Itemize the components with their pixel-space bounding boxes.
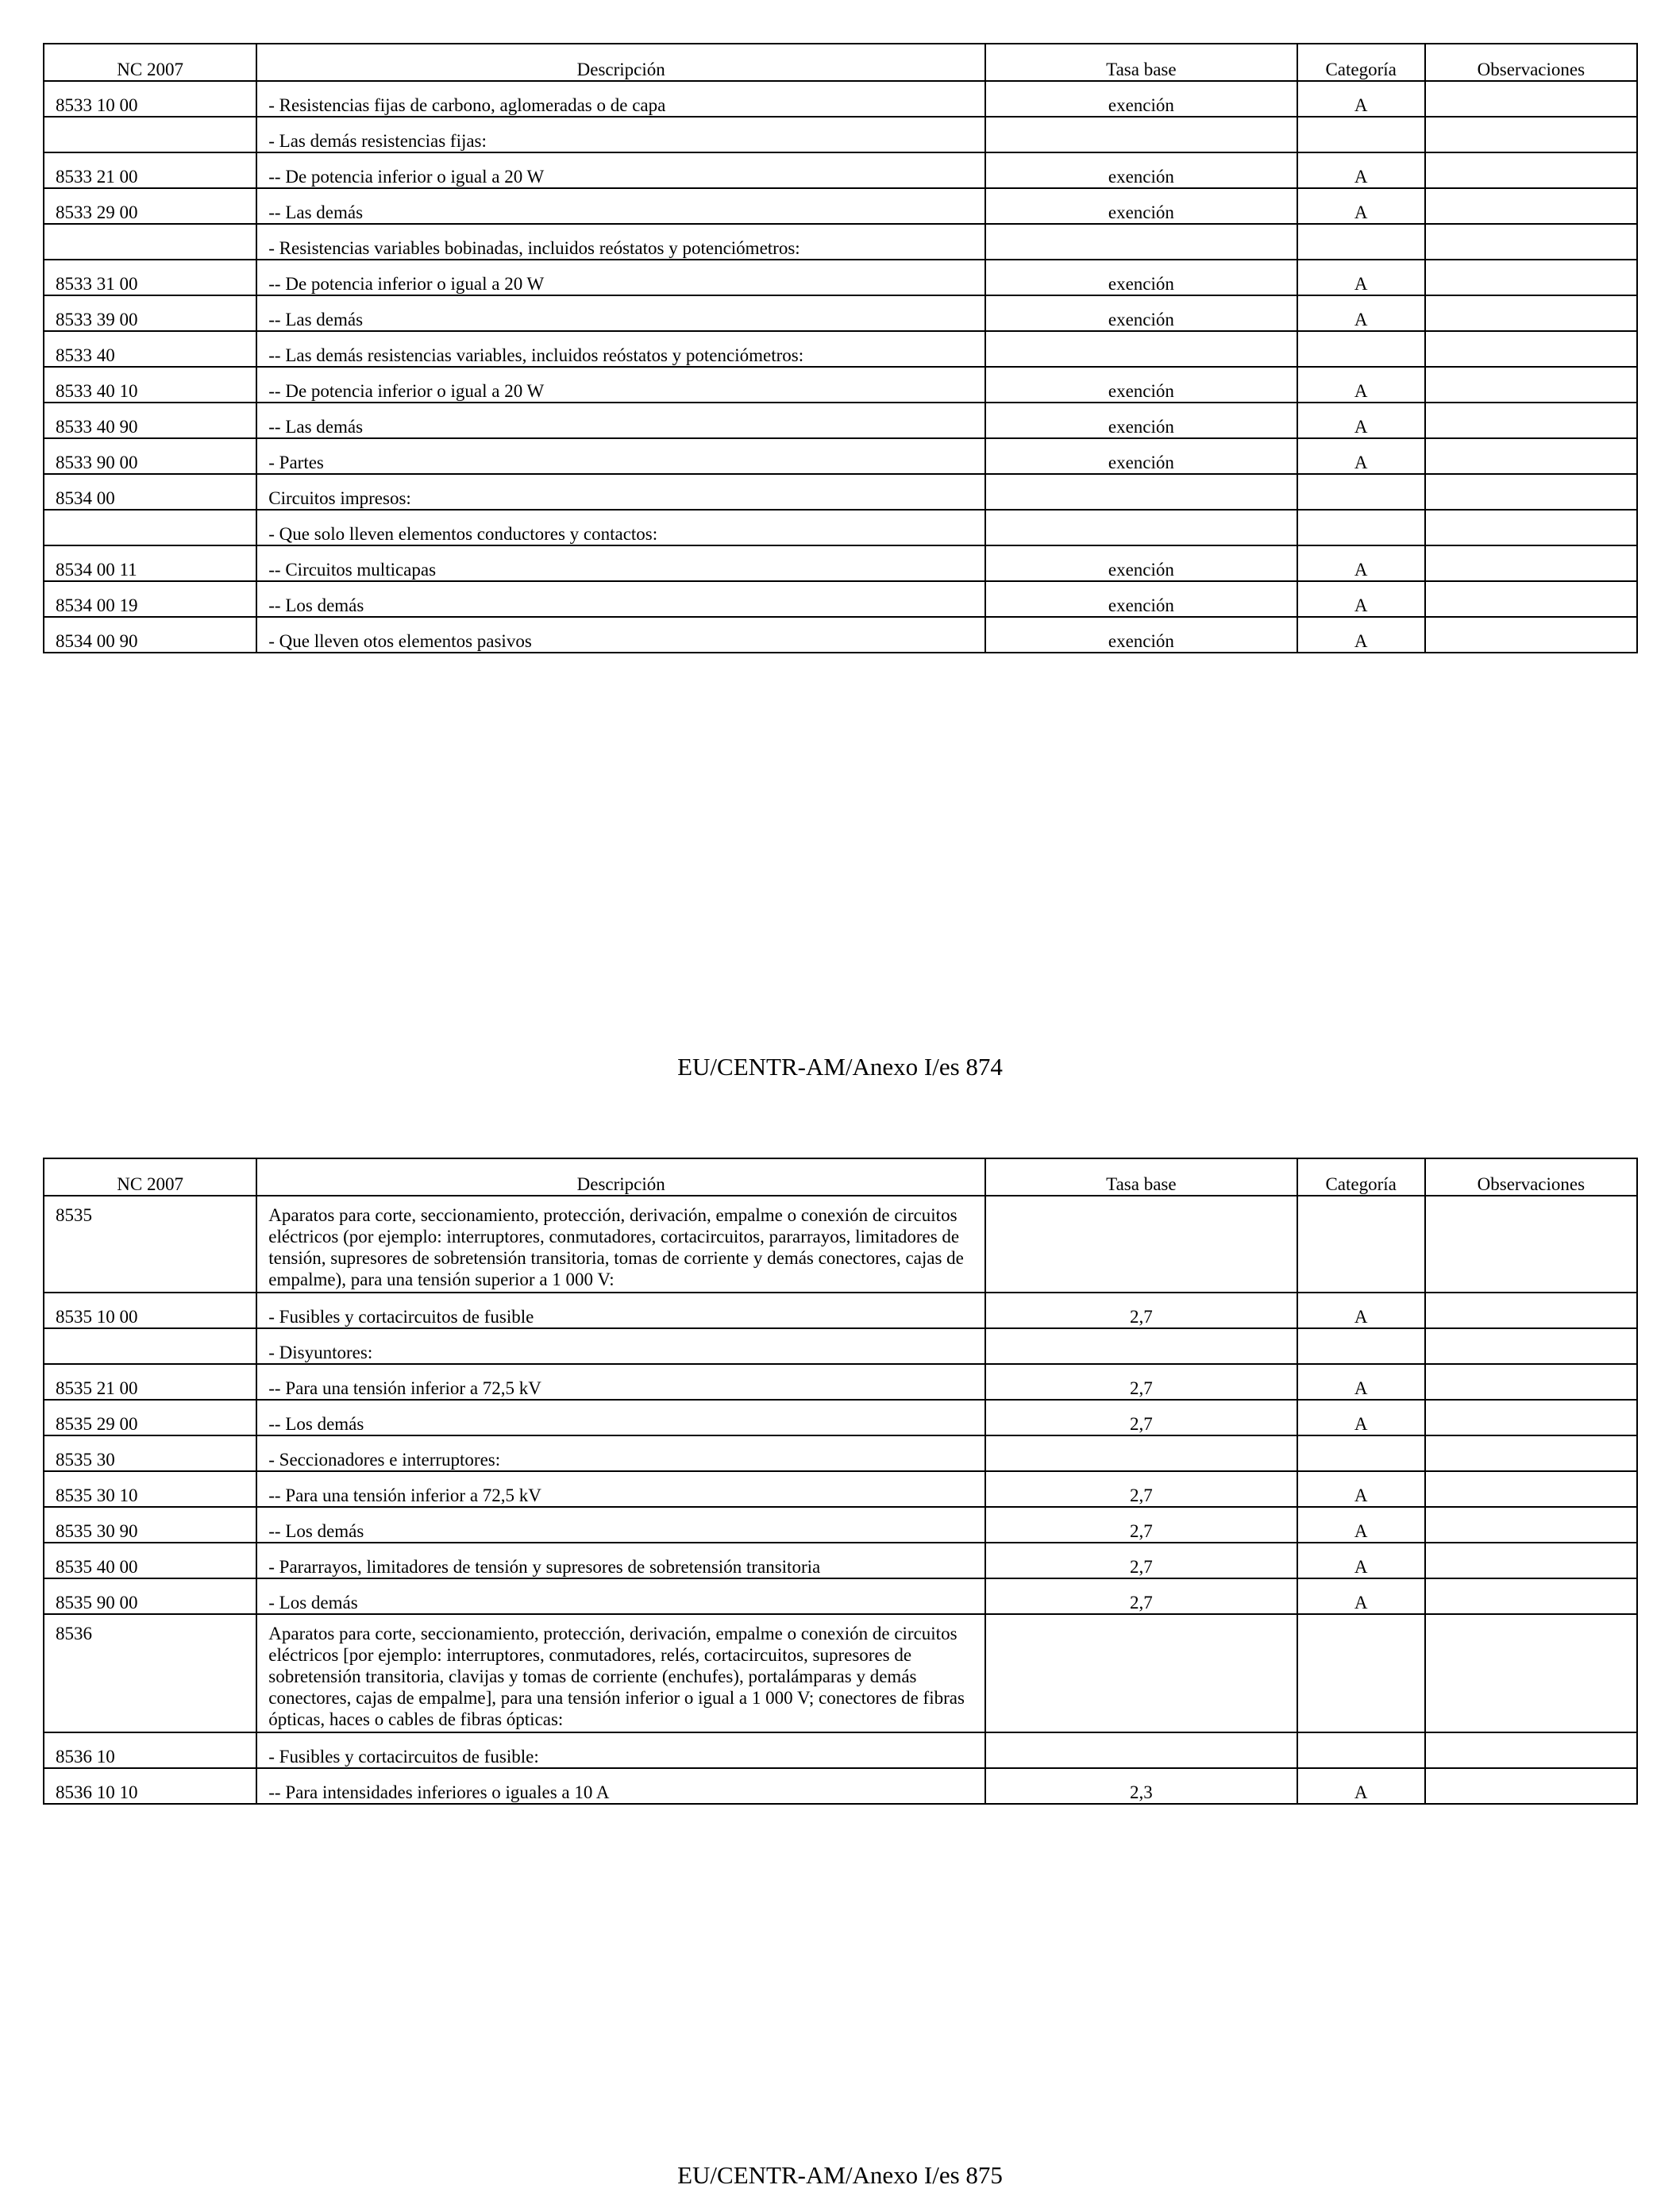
table-row bbox=[44, 117, 1637, 152]
table-row bbox=[44, 260, 1637, 295]
cell-description: -- De potencia inferior o igual a 20 W bbox=[256, 152, 985, 188]
cell-base-rate bbox=[985, 1196, 1297, 1293]
table-row bbox=[44, 510, 1637, 545]
cell-nc-code: 8535 30 bbox=[44, 1435, 256, 1471]
table-row bbox=[44, 403, 1637, 438]
cell-observations bbox=[1425, 1400, 1637, 1435]
cell-description: - Pararrayos, limitadores de tensión y supresores de sobretensión transitoria bbox=[256, 1543, 985, 1578]
table-row bbox=[44, 1614, 1637, 1732]
page-footer: EU/CENTR-AM/Anexo I/es 874 bbox=[677, 1053, 1003, 1081]
table-row bbox=[44, 1400, 1637, 1435]
header-nc: NC 2007 bbox=[44, 44, 256, 81]
header-nc: NC 2007 bbox=[44, 1158, 256, 1196]
table-row bbox=[44, 1328, 1637, 1364]
cell-category: A bbox=[1297, 1471, 1425, 1507]
table-row bbox=[44, 1471, 1637, 1507]
cell-description: - Que lleven otos elementos pasivos bbox=[256, 617, 985, 653]
cell-base-rate bbox=[985, 1435, 1297, 1471]
cell-observations bbox=[1425, 510, 1637, 545]
cell-description: -- Las demás bbox=[256, 403, 985, 438]
cell-observations bbox=[1425, 331, 1637, 367]
cell-category: A bbox=[1297, 403, 1425, 438]
cell-nc-code: 8534 00 19 bbox=[44, 581, 256, 617]
cell-category: A bbox=[1297, 188, 1425, 224]
cell-base-rate: 2,7 bbox=[985, 1578, 1297, 1614]
cell-category bbox=[1297, 474, 1425, 510]
cell-base-rate: exención bbox=[985, 188, 1297, 224]
cell-base-rate bbox=[985, 224, 1297, 260]
table-row bbox=[44, 581, 1637, 617]
table-row bbox=[44, 367, 1637, 403]
table-row bbox=[44, 331, 1637, 367]
table-row bbox=[44, 438, 1637, 474]
cell-category: A bbox=[1297, 1543, 1425, 1578]
cell-observations bbox=[1425, 260, 1637, 295]
cell-description: -- Para una tensión inferior a 72,5 kV bbox=[256, 1471, 985, 1507]
table-header-row bbox=[44, 44, 1637, 81]
cell-base-rate: exención bbox=[985, 617, 1297, 653]
cell-observations bbox=[1425, 1768, 1637, 1804]
cell-nc-code: 8533 40 10 bbox=[44, 367, 256, 403]
cell-description: - Resistencias variables bobinadas, incluidos reóstatos y potenciómetros: bbox=[256, 224, 985, 260]
table-row bbox=[44, 152, 1637, 188]
cell-observations bbox=[1425, 81, 1637, 117]
cell-base-rate: exención bbox=[985, 152, 1297, 188]
cell-nc-code: 8533 39 00 bbox=[44, 295, 256, 331]
cell-description: -- Los demás bbox=[256, 1507, 985, 1543]
cell-description: - Disyuntores: bbox=[256, 1328, 985, 1364]
table-row bbox=[44, 295, 1637, 331]
table-body bbox=[44, 81, 1637, 653]
cell-base-rate: exención bbox=[985, 260, 1297, 295]
cell-category: A bbox=[1297, 1293, 1425, 1328]
header-category: Categoría bbox=[1297, 44, 1425, 81]
cell-observations bbox=[1425, 367, 1637, 403]
cell-description: - Seccionadores e interruptores: bbox=[256, 1435, 985, 1471]
cell-nc-code: 8533 29 00 bbox=[44, 188, 256, 224]
cell-category: A bbox=[1297, 295, 1425, 331]
header-description: Descripción bbox=[256, 1158, 985, 1196]
cell-base-rate bbox=[985, 1328, 1297, 1364]
header-category: Categoría bbox=[1297, 1158, 1425, 1196]
cell-category: A bbox=[1297, 617, 1425, 653]
cell-nc-code: 8536 10 10 bbox=[44, 1768, 256, 1804]
table-row bbox=[44, 188, 1637, 224]
tariff-table-page-874 bbox=[43, 43, 1638, 653]
cell-base-rate: exención bbox=[985, 81, 1297, 117]
table-row bbox=[44, 1768, 1637, 1804]
cell-nc-code bbox=[44, 117, 256, 152]
cell-base-rate: 2,7 bbox=[985, 1507, 1297, 1543]
cell-category: A bbox=[1297, 152, 1425, 188]
table-row bbox=[44, 1435, 1637, 1471]
cell-observations bbox=[1425, 295, 1637, 331]
cell-nc-code: 8535 90 00 bbox=[44, 1578, 256, 1614]
cell-base-rate: exención bbox=[985, 545, 1297, 581]
cell-observations bbox=[1425, 438, 1637, 474]
cell-base-rate: exención bbox=[985, 581, 1297, 617]
cell-observations bbox=[1425, 1578, 1637, 1614]
table-row bbox=[44, 1293, 1637, 1328]
cell-base-rate: 2,7 bbox=[985, 1400, 1297, 1435]
table-row bbox=[44, 474, 1637, 510]
cell-observations bbox=[1425, 224, 1637, 260]
cell-category bbox=[1297, 510, 1425, 545]
cell-nc-code: 8533 31 00 bbox=[44, 260, 256, 295]
cell-description: -- Circuitos multicapas bbox=[256, 545, 985, 581]
cell-observations bbox=[1425, 1328, 1637, 1364]
cell-category: A bbox=[1297, 1400, 1425, 1435]
page-footer: EU/CENTR-AM/Anexo I/es 875 bbox=[677, 2161, 1003, 2189]
cell-category: A bbox=[1297, 1507, 1425, 1543]
cell-observations bbox=[1425, 1543, 1637, 1578]
cell-category: A bbox=[1297, 81, 1425, 117]
table-row bbox=[44, 1578, 1637, 1614]
cell-description: -- Los demás bbox=[256, 1400, 985, 1435]
cell-category: A bbox=[1297, 1578, 1425, 1614]
table-row bbox=[44, 1543, 1637, 1578]
cell-nc-code: 8535 10 00 bbox=[44, 1293, 256, 1328]
cell-observations bbox=[1425, 1732, 1637, 1768]
cell-base-rate: 2,7 bbox=[985, 1471, 1297, 1507]
cell-category bbox=[1297, 224, 1425, 260]
cell-nc-code: 8536 bbox=[44, 1614, 256, 1732]
table-row bbox=[44, 1364, 1637, 1400]
header-description: Descripción bbox=[256, 44, 985, 81]
cell-description: -- Para intensidades inferiores o iguales a 10 A bbox=[256, 1768, 985, 1804]
header-base-rate: Tasa base bbox=[985, 44, 1297, 81]
cell-base-rate: 2,7 bbox=[985, 1364, 1297, 1400]
cell-nc-code: 8535 21 00 bbox=[44, 1364, 256, 1400]
cell-nc-code: 8533 90 00 bbox=[44, 438, 256, 474]
cell-category bbox=[1297, 1614, 1425, 1732]
cell-description: -- De potencia inferior o igual a 20 W bbox=[256, 260, 985, 295]
cell-category bbox=[1297, 1328, 1425, 1364]
cell-nc-code: 8535 30 90 bbox=[44, 1507, 256, 1543]
cell-category bbox=[1297, 1435, 1425, 1471]
cell-observations bbox=[1425, 1614, 1637, 1732]
cell-description: -- Las demás bbox=[256, 295, 985, 331]
cell-base-rate: exención bbox=[985, 403, 1297, 438]
cell-category bbox=[1297, 1732, 1425, 1768]
cell-observations bbox=[1425, 152, 1637, 188]
cell-observations bbox=[1425, 581, 1637, 617]
cell-category: A bbox=[1297, 367, 1425, 403]
cell-nc-code bbox=[44, 224, 256, 260]
cell-description: -- De potencia inferior o igual a 20 W bbox=[256, 367, 985, 403]
cell-observations bbox=[1425, 1364, 1637, 1400]
cell-nc-code: 8533 10 00 bbox=[44, 81, 256, 117]
table-row bbox=[44, 224, 1637, 260]
cell-base-rate bbox=[985, 474, 1297, 510]
table-row bbox=[44, 1196, 1637, 1293]
cell-observations bbox=[1425, 1293, 1637, 1328]
cell-nc-code bbox=[44, 510, 256, 545]
cell-nc-code: 8535 29 00 bbox=[44, 1400, 256, 1435]
header-observations: Observaciones bbox=[1425, 44, 1637, 81]
table-row bbox=[44, 81, 1637, 117]
cell-nc-code: 8535 30 10 bbox=[44, 1471, 256, 1507]
cell-description: -- Los demás bbox=[256, 581, 985, 617]
cell-nc-code: 8535 40 00 bbox=[44, 1543, 256, 1578]
cell-category bbox=[1297, 1196, 1425, 1293]
table-row bbox=[44, 617, 1637, 653]
table-row bbox=[44, 1507, 1637, 1543]
cell-base-rate: 2,7 bbox=[985, 1543, 1297, 1578]
table-row bbox=[44, 545, 1637, 581]
cell-observations bbox=[1425, 188, 1637, 224]
cell-category: A bbox=[1297, 1364, 1425, 1400]
cell-description: - Fusibles y cortacircuitos de fusible bbox=[256, 1293, 985, 1328]
cell-nc-code: 8534 00 90 bbox=[44, 617, 256, 653]
cell-category bbox=[1297, 331, 1425, 367]
cell-category: A bbox=[1297, 545, 1425, 581]
cell-description: - Fusibles y cortacircuitos de fusible: bbox=[256, 1732, 985, 1768]
cell-description: Aparatos para corte, seccionamiento, protección, derivación, empalme o conexión de circuitos eléctricos [por ejemplo: interruptores, conmutadores, relés, cortacircuitos, supresores de sobretensión transitoria, clavijas y tomas de corriente (enchufes), portalámparas y demás conectores, cajas de empalme], para una tensión inferior o igual a 1 000 V; conectores de fibras ópticas, haces o cables de fibras ópticas: bbox=[256, 1614, 985, 1732]
cell-base-rate: exención bbox=[985, 438, 1297, 474]
cell-description: - Partes bbox=[256, 438, 985, 474]
cell-base-rate: 2,3 bbox=[985, 1768, 1297, 1804]
cell-category: A bbox=[1297, 1768, 1425, 1804]
cell-observations bbox=[1425, 1507, 1637, 1543]
table-body bbox=[44, 1196, 1637, 1804]
cell-description: Circuitos impresos: bbox=[256, 474, 985, 510]
cell-nc-code: 8534 00 bbox=[44, 474, 256, 510]
cell-category bbox=[1297, 117, 1425, 152]
cell-description: - Resistencias fijas de carbono, aglomeradas o de capa bbox=[256, 81, 985, 117]
cell-base-rate: exención bbox=[985, 295, 1297, 331]
cell-description: - Las demás resistencias fijas: bbox=[256, 117, 985, 152]
cell-description: - Que solo lleven elementos conductores y contactos: bbox=[256, 510, 985, 545]
cell-category: A bbox=[1297, 260, 1425, 295]
cell-nc-code: 8533 40 90 bbox=[44, 403, 256, 438]
cell-base-rate bbox=[985, 331, 1297, 367]
cell-nc-code: 8534 00 11 bbox=[44, 545, 256, 581]
header-observations: Observaciones bbox=[1425, 1158, 1637, 1196]
table-header-row bbox=[44, 1158, 1637, 1196]
cell-observations bbox=[1425, 1435, 1637, 1471]
cell-observations bbox=[1425, 1196, 1637, 1293]
cell-observations bbox=[1425, 1471, 1637, 1507]
cell-observations bbox=[1425, 545, 1637, 581]
cell-base-rate bbox=[985, 1614, 1297, 1732]
cell-nc-code: 8533 40 bbox=[44, 331, 256, 367]
table-row bbox=[44, 1732, 1637, 1768]
cell-category: A bbox=[1297, 581, 1425, 617]
cell-nc-code bbox=[44, 1328, 256, 1364]
header-base-rate: Tasa base bbox=[985, 1158, 1297, 1196]
cell-observations bbox=[1425, 474, 1637, 510]
cell-base-rate bbox=[985, 1732, 1297, 1768]
cell-observations bbox=[1425, 403, 1637, 438]
cell-observations bbox=[1425, 117, 1637, 152]
cell-base-rate: 2,7 bbox=[985, 1293, 1297, 1328]
cell-base-rate: exención bbox=[985, 367, 1297, 403]
cell-observations bbox=[1425, 617, 1637, 653]
cell-category: A bbox=[1297, 438, 1425, 474]
cell-base-rate bbox=[985, 117, 1297, 152]
cell-nc-code: 8536 10 bbox=[44, 1732, 256, 1768]
cell-nc-code: 8535 bbox=[44, 1196, 256, 1293]
cell-base-rate bbox=[985, 510, 1297, 545]
cell-nc-code: 8533 21 00 bbox=[44, 152, 256, 188]
cell-description: Aparatos para corte, seccionamiento, protección, derivación, empalme o conexión de circuitos eléctricos (por ejemplo: interruptores, conmutadores, cortacircuitos, pararrayos, limitadores de tensión, supresores de sobretensión transitoria, tomas de corriente y demás conectores, cajas de empalme), para una tensión superior a 1 000 V: bbox=[256, 1196, 985, 1293]
cell-description: -- Para una tensión inferior a 72,5 kV bbox=[256, 1364, 985, 1400]
cell-description: - Los demás bbox=[256, 1578, 985, 1614]
tariff-table-page-875 bbox=[43, 1158, 1638, 1805]
cell-description: -- Las demás bbox=[256, 188, 985, 224]
cell-description: -- Las demás resistencias variables, incluidos reóstatos y potenciómetros: bbox=[256, 331, 985, 367]
